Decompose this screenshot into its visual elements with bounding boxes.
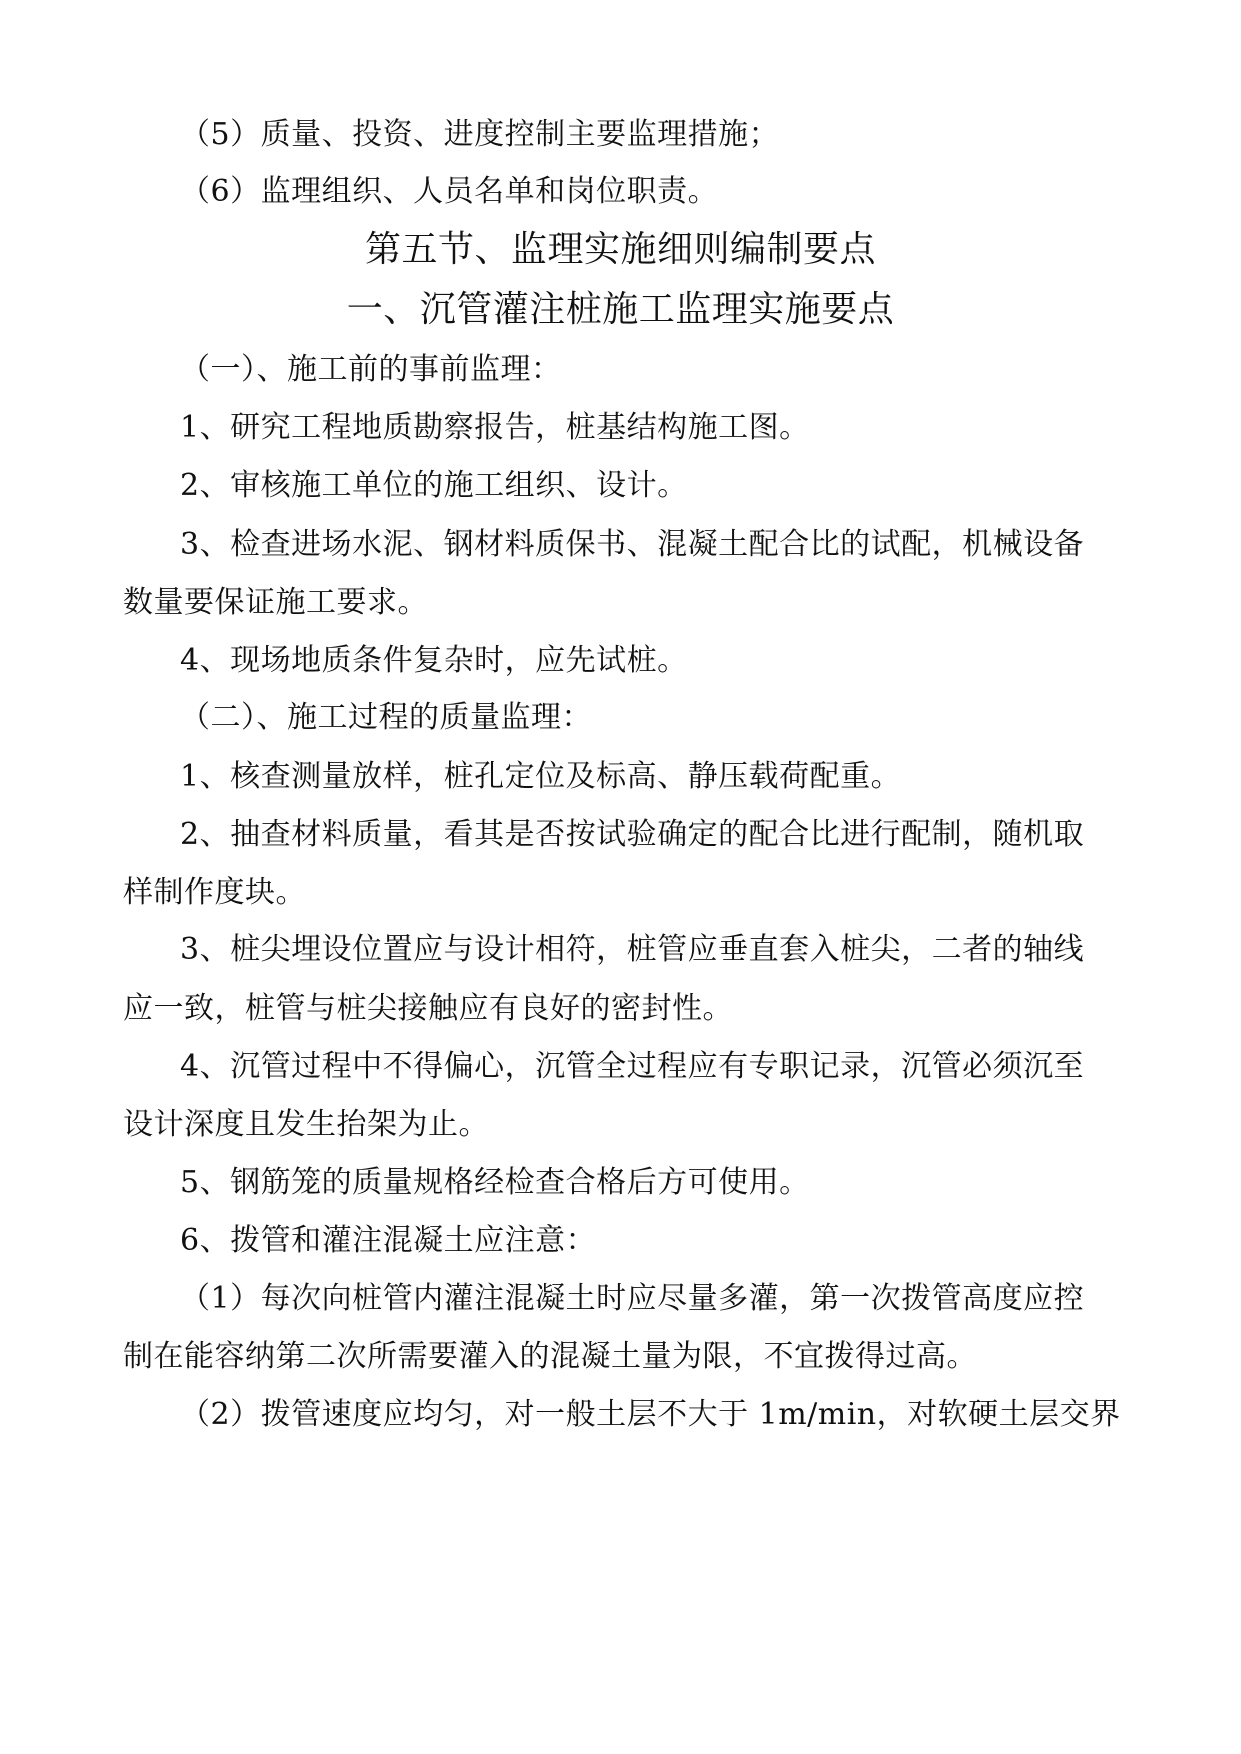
part2-item-3: 3、桩尖埋设位置应与设计相符，桩管应垂直套入桩尖，二者的轴线: [180, 932, 1085, 967]
section-title: 第五节、监理实施细则编制要点: [364, 229, 876, 270]
part2-item-5: 5、钢筋笼的质量规格经检查合格后方可使用。: [180, 1165, 810, 1200]
part2-item-6-1: （1）每次向桩管内灌注混凝土时应尽量多灌，第一次拨管高度应控: [180, 1281, 1085, 1316]
part2-item-4: 4、沉管过程中不得偏心，沉管全过程应有专职记录，沉管必须沉至: [180, 1049, 1085, 1084]
part2-item-6-1-cont: 制在能容纳第二次所需要灌入的混凝土量为限，不宜拨得过高。: [123, 1339, 977, 1374]
intro-item-5: （5）质量、投资、进度控制主要监理措施；: [180, 117, 780, 152]
part2-heading: （二）、施工过程的质量监理：: [180, 700, 592, 735]
part1-item-3-cont: 数量要保证施工要求。: [123, 585, 428, 620]
intro-item-6: （6）监理组织、人员名单和岗位职责。: [180, 174, 719, 209]
part2-item-6: 6、拨管和灌注混凝土应注意：: [180, 1223, 597, 1258]
part1-item-3: 3、检查进场水泥、钢材料质保书、混凝土配合比的试配，机械设备: [180, 527, 1085, 562]
part1-item-1: 1、研究工程地质勘察报告，桩基结构施工图。: [180, 410, 810, 445]
part2-item-4-cont: 设计深度且发生抬架为止。: [123, 1107, 489, 1142]
part1-item-4: 4、现场地质条件复杂时，应先试桩。: [180, 643, 688, 678]
part1-heading: （一）、施工前的事前监理：: [180, 352, 562, 387]
subsection-title: 一、沉管灌注桩施工监理实施要点: [346, 289, 895, 330]
part2-item-3-cont: 应一致，桩管与桩尖接触应有良好的密封性。: [123, 991, 733, 1026]
part2-item-6-2: （2）拨管速度应均匀，对一般土层不大于 1m/min，对软硬土层交界: [180, 1397, 1121, 1432]
part2-item-2: 2、抽查材料质量，看其是否按试验确定的配合比进行配制，随机取: [180, 817, 1085, 852]
part1-item-2: 2、审核施工单位的施工组织、设计。: [180, 468, 688, 503]
part2-item-1: 1、核查测量放样，桩孔定位及标高、静压载荷配重。: [180, 759, 902, 794]
part2-item-2-cont: 样制作度块。: [123, 875, 306, 910]
